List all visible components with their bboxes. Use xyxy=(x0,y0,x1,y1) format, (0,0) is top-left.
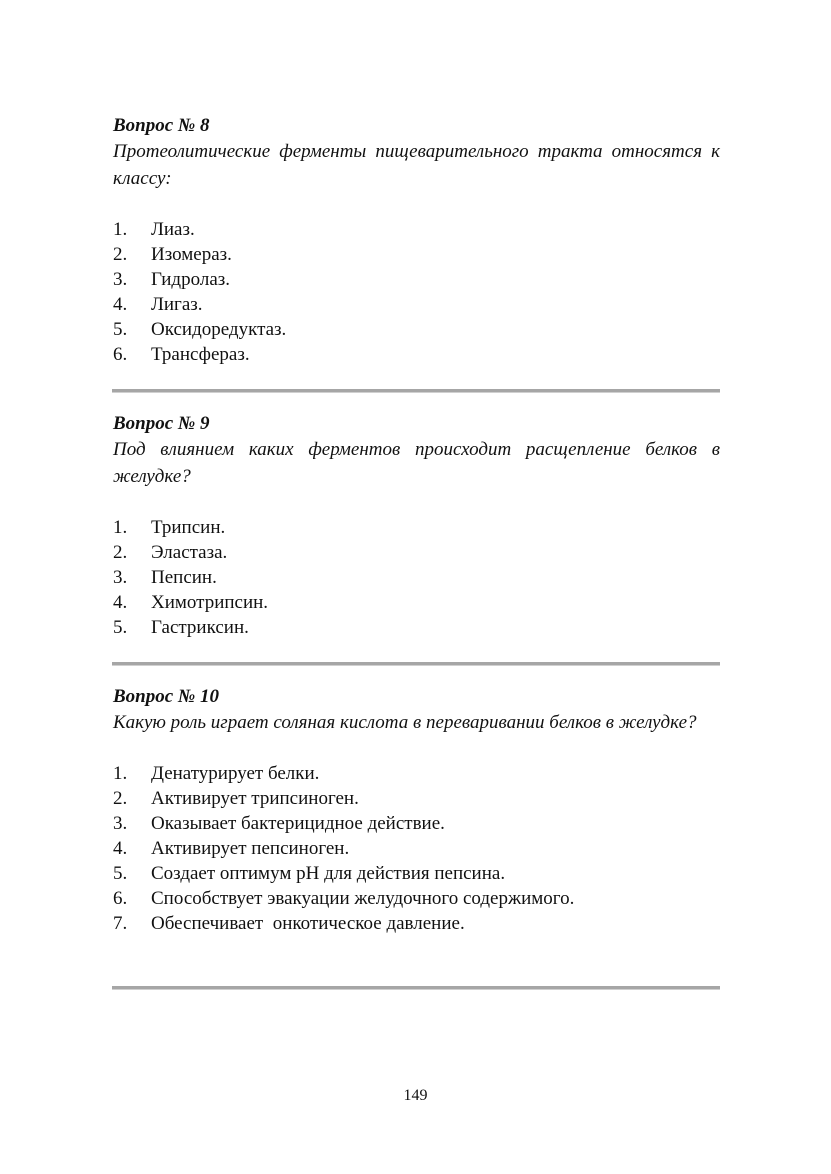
option-label: Лиаз. xyxy=(151,219,195,240)
answer-option xyxy=(113,540,720,565)
option-label: Трансфераз. xyxy=(151,344,250,365)
option-label: Лигаз. xyxy=(151,294,203,315)
option-label: Эластаза. xyxy=(151,542,228,563)
question-8 xyxy=(113,114,720,367)
option-number: 2. xyxy=(113,244,128,265)
option-number: 1. xyxy=(113,517,128,538)
answer-option xyxy=(113,342,720,367)
option-number: 4. xyxy=(113,592,128,613)
answer-option xyxy=(113,761,720,786)
section-divider xyxy=(112,986,720,990)
answer-option xyxy=(113,292,720,317)
answer-option xyxy=(113,861,720,886)
answer-option xyxy=(113,615,720,640)
section-divider xyxy=(112,662,720,666)
question-title: Вопрос № 8 xyxy=(113,115,210,136)
question-title: Вопрос № 9 xyxy=(113,413,210,434)
option-label: Денатурирует белки. xyxy=(151,763,320,784)
option-label: Оксидоредуктаз. xyxy=(151,319,287,340)
answer-options xyxy=(113,761,720,936)
answer-option xyxy=(113,886,720,911)
option-number: 6. xyxy=(113,344,128,365)
option-number: 5. xyxy=(113,863,128,884)
answer-option xyxy=(113,267,720,292)
answer-options xyxy=(113,515,720,640)
option-number: 2. xyxy=(113,788,128,809)
answer-option xyxy=(113,317,720,342)
answer-option xyxy=(113,590,720,615)
option-number: 1. xyxy=(113,219,128,240)
question-title: Вопрос № 10 xyxy=(113,686,220,707)
option-label: Пепсин. xyxy=(151,567,217,588)
answer-option xyxy=(113,811,720,836)
option-label: Трипсин. xyxy=(151,517,226,538)
question-9 xyxy=(113,412,720,640)
option-number: 5. xyxy=(113,617,128,638)
option-number: 2. xyxy=(113,542,128,563)
answer-option xyxy=(113,217,720,242)
option-number: 4. xyxy=(113,838,128,859)
option-number: 3. xyxy=(113,813,128,834)
answer-option xyxy=(113,242,720,267)
option-number: 5. xyxy=(113,319,128,340)
option-label: Химотрипсин. xyxy=(151,592,269,613)
section-divider xyxy=(112,389,720,393)
option-number: 1. xyxy=(113,763,128,784)
question-text: Какую роль играет соляная кислота в переваривании белков в желудке? xyxy=(113,712,697,733)
option-number: 3. xyxy=(113,567,128,588)
option-label: Создает оптимум рН для действия пепсина. xyxy=(151,863,506,884)
option-number: 3. xyxy=(113,269,128,290)
page-number: 149 xyxy=(403,1087,428,1104)
question-text: Протеолитические ферменты пищеварительного тракта относятся к классу: xyxy=(113,141,720,189)
option-label: Активирует пепсиноген. xyxy=(151,838,350,859)
option-number: 6. xyxy=(113,888,128,909)
option-label: Активирует трипсиноген. xyxy=(151,788,359,809)
option-label: Гастриксин. xyxy=(151,617,249,638)
answer-option xyxy=(113,786,720,811)
option-number: 7. xyxy=(113,913,128,934)
option-label: Изомераз. xyxy=(151,244,232,265)
answer-option xyxy=(113,836,720,861)
question-text: Под влиянием каких ферментов происходит расщепление белков в желудке? xyxy=(113,439,720,487)
question-10 xyxy=(113,685,720,936)
answer-options xyxy=(113,217,720,367)
option-number: 4. xyxy=(113,294,128,315)
option-label: Оказывает бактерицидное действие. xyxy=(151,813,445,834)
option-label: Обеспечивает онкотическое давление. xyxy=(151,913,465,934)
option-label: Гидролаз. xyxy=(151,269,231,290)
option-label: Способствует эвакуации желудочного содержимого. xyxy=(151,888,575,909)
answer-option xyxy=(113,911,720,936)
answer-option xyxy=(113,565,720,590)
answer-option xyxy=(113,515,720,540)
